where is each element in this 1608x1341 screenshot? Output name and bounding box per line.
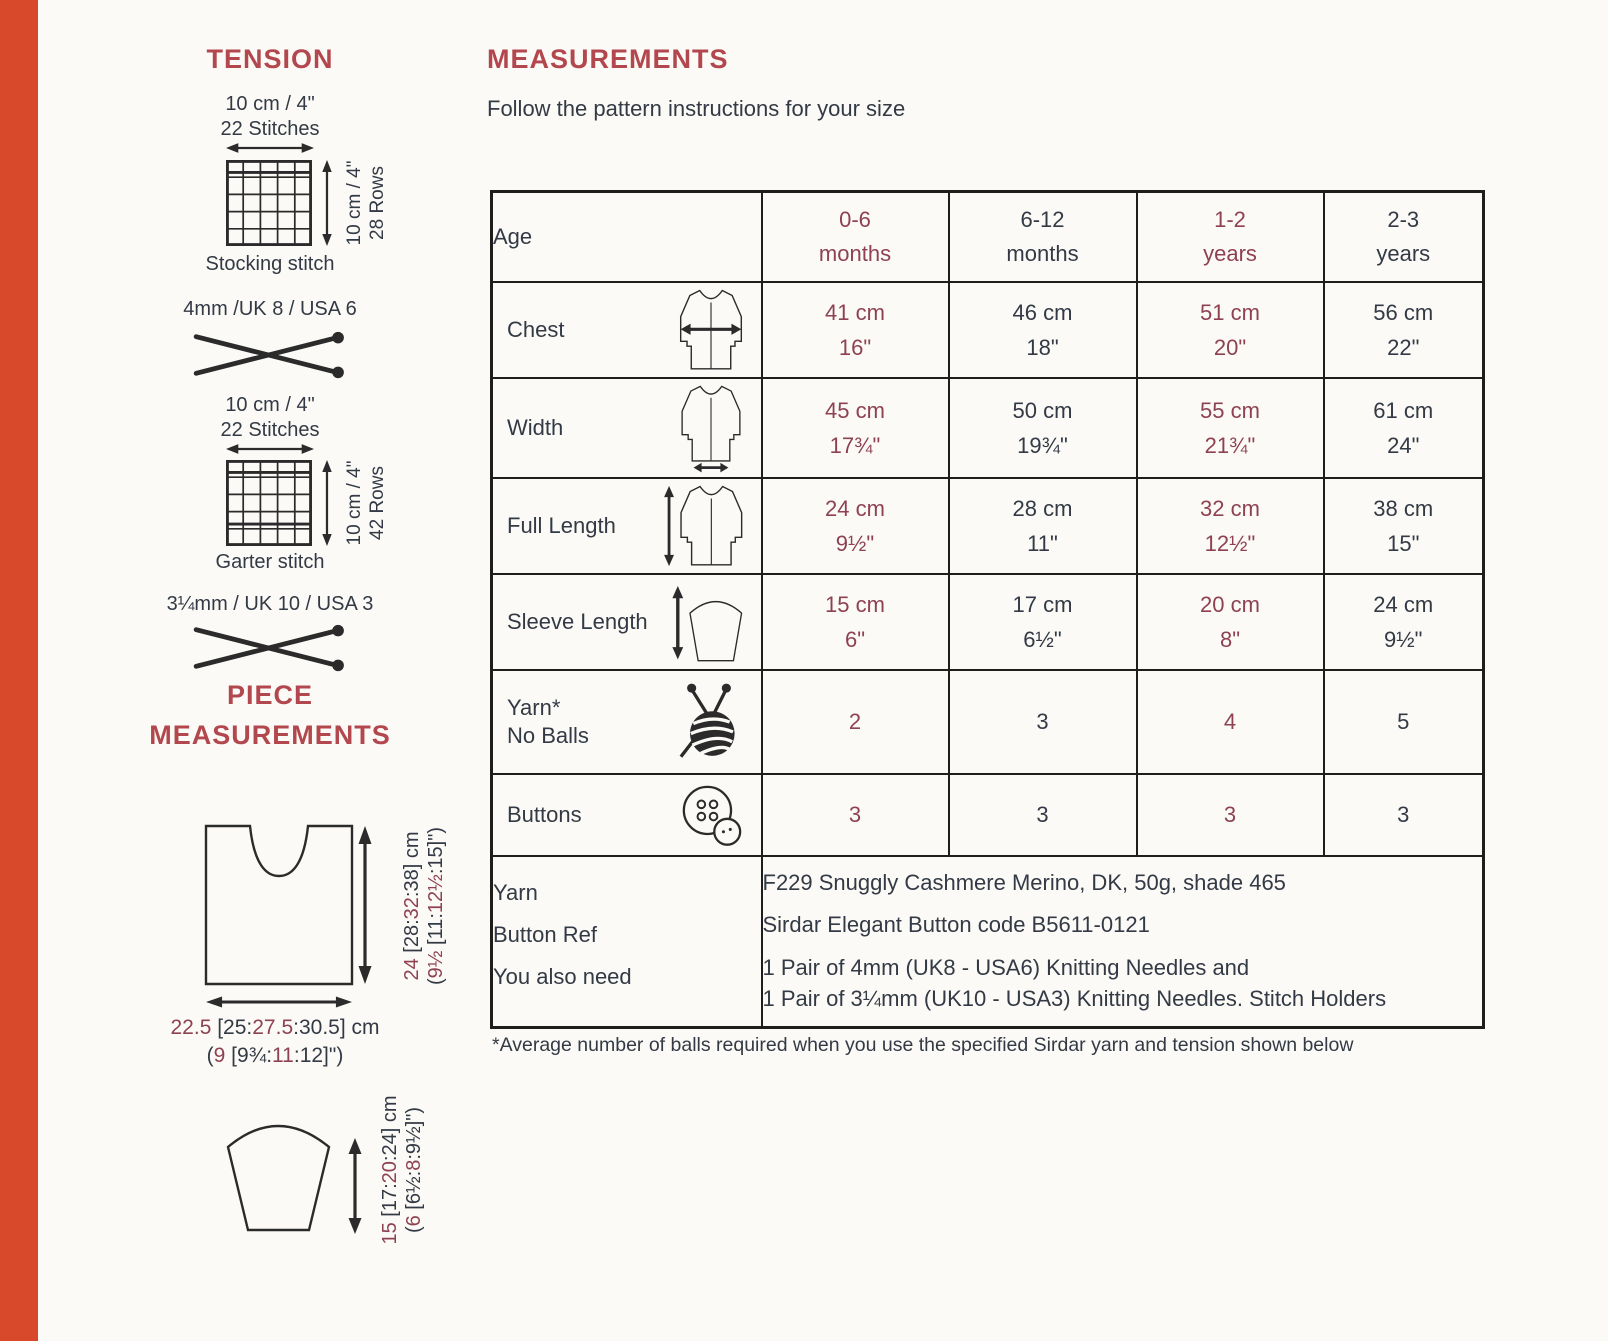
piece-measurements-heading-line2: MEASUREMENTS <box>149 720 391 750</box>
age-header-label: Age <box>493 223 533 249</box>
age-header-cell <box>492 192 762 282</box>
sleeve-height-cm: 15 [17:20:24] cm <box>378 1095 401 1245</box>
width-label: Width <box>507 414 564 440</box>
body-width-inches: (9 [9¾:11:12]") <box>206 1044 344 1067</box>
width-value-cell: 55 cm 21¾" <box>1137 378 1324 478</box>
cardigan-chest-width-icon <box>675 287 747 373</box>
col-header-1-2-years: 1-2 years <box>1137 192 1324 282</box>
buttons-label: Buttons <box>507 801 582 827</box>
yarn-footnote: *Average number of balls required when you use the specified Sirdar yarn and tension shown below <box>492 1034 1354 1056</box>
horizontal-dimension-arrow-icon <box>206 995 352 1009</box>
body-piece-outline-icon <box>204 824 354 986</box>
col-header-0-6-months: 0-6 months <box>762 192 949 282</box>
chest-value-cell: 56 cm 22" <box>1324 282 1484 378</box>
chest-row <box>492 282 1484 378</box>
tension-swatch-grid-icon <box>226 460 312 546</box>
width-value-cell: 50 cm 19¾" <box>949 378 1137 478</box>
swatch1-height-label: 10 cm / 4" <box>343 160 365 246</box>
body-width-cm: 22.5 [25:27.5:30.5] cm <box>170 1016 380 1039</box>
sleeve-length-label-cell <box>492 574 762 670</box>
full-length-label: Full Length <box>507 512 616 538</box>
chest-value-cell: 41 cm 16" <box>762 282 949 378</box>
materials-labels-cell <box>492 856 762 1028</box>
swatch2-width-label: 10 cm / 4" <box>225 394 315 416</box>
swatch2-height-label: 10 cm / 4" <box>343 460 365 546</box>
cardigan-full-length-icon <box>663 483 747 569</box>
yarn-info-label: Yarn <box>493 880 538 906</box>
sleeve-height-inches: (6 [6½:8:9½]") <box>402 1106 425 1234</box>
crossed-knitting-needles-icon <box>188 620 353 676</box>
buttons-icon <box>677 780 747 850</box>
tension-swatch-grid-icon <box>226 160 312 246</box>
chest-label-cell <box>492 282 762 378</box>
width-row <box>492 378 1484 478</box>
full-length-label-cell <box>492 478 762 574</box>
measurements-table <box>490 190 1485 1029</box>
vertical-dimension-arrow-icon <box>320 460 334 546</box>
buttons-value-cell: 3 <box>1137 774 1324 856</box>
yarn-balls-label-cell <box>492 670 762 774</box>
yarn-balls-row <box>492 670 1484 774</box>
button-ref-value: Sirdar Elegant Button code B5611-0121 <box>762 912 1150 938</box>
swatch2-caption: Garter stitch <box>215 551 325 573</box>
width-value-cell: 61 cm 24" <box>1324 378 1484 478</box>
swatch2-rows-label: 42 Rows <box>366 466 388 540</box>
buttons-label-cell <box>492 774 762 856</box>
yarn-balls-value-cell: 3 <box>949 670 1137 774</box>
sleeve-length-value-cell: 17 cm 6½" <box>949 574 1137 670</box>
width-label-cell <box>492 378 762 478</box>
sleeve-piece-outline-icon <box>216 1103 341 1233</box>
buttons-row <box>492 774 1484 856</box>
yarn-balls-value-cell: 4 <box>1137 670 1324 774</box>
swatch1-rows-label: 28 Rows <box>366 166 388 240</box>
yarn-balls-value-cell: 5 <box>1324 670 1484 774</box>
swatch1-stitches-label: 22 Stitches <box>220 118 320 140</box>
sleeve-length-label: Sleeve Length <box>507 608 648 634</box>
sleeve-length-icon <box>671 580 747 664</box>
swatch1-width-label: 10 cm / 4" <box>225 93 315 115</box>
full-length-value-cell: 24 cm 9½" <box>762 478 949 574</box>
tension-heading: TENSION <box>206 44 334 74</box>
swatch2-stitches-label: 22 Stitches <box>220 419 320 441</box>
cardigan-hem-width-icon <box>675 383 747 473</box>
buttons-value-cell: 3 <box>949 774 1137 856</box>
sleeve-length-value-cell: 15 cm 6" <box>762 574 949 670</box>
measurements-heading: MEASUREMENTS <box>487 44 729 74</box>
table-header-row <box>492 192 1484 282</box>
swatch1-caption: Stocking stitch <box>205 253 335 275</box>
needle-size-label: 4mm /UK 8 / USA 6 <box>183 298 357 320</box>
body-height-cm: 24 [28:32:38] cm <box>400 831 423 981</box>
full-length-row <box>492 478 1484 574</box>
chest-value-cell: 51 cm 20" <box>1137 282 1324 378</box>
body-piece-height-labels <box>397 756 451 1056</box>
page-edge-accent-bar <box>0 0 38 1341</box>
body-height-inches: (9½ [11:12½:15]") <box>424 827 447 985</box>
buttons-value-cell: 3 <box>762 774 949 856</box>
col-header-6-12-months: 6-12 months <box>949 192 1137 282</box>
you-also-need-value: 1 Pair of 4mm (UK8 - USA6) Knitting Needles and 1 Pair of 3¼mm (UK10 - USA3) Knitting Needles. Stitch Holders <box>762 955 1387 1012</box>
vertical-dimension-arrow-icon <box>320 160 334 246</box>
col-header-2-3-years: 2-3 years <box>1324 192 1484 282</box>
needle-size-label: 3¼mm / UK 10 / USA 3 <box>166 593 374 615</box>
sleeve-length-row <box>492 574 1484 670</box>
you-also-need-label: You also need <box>493 964 632 990</box>
yarn-ball-icon <box>671 679 747 765</box>
chest-value-cell: 46 cm 18" <box>949 282 1137 378</box>
piece-measurements-heading-line1: PIECE <box>226 680 314 710</box>
sleeve-length-value-cell: 20 cm 8" <box>1137 574 1324 670</box>
width-value-cell: 45 cm 17¾" <box>762 378 949 478</box>
yarn-balls-label: Yarn* No Balls <box>507 694 589 748</box>
full-length-value-cell: 38 cm 15" <box>1324 478 1484 574</box>
sleeve-length-value-cell: 24 cm 9½" <box>1324 574 1484 670</box>
materials-values-cell <box>762 856 1484 1028</box>
yarn-info-value: F229 Snuggly Cashmere Merino, DK, 50g, shade 465 <box>762 870 1286 896</box>
chest-label: Chest <box>507 316 565 342</box>
sleeve-piece-height-labels <box>375 1045 429 1295</box>
yarn-balls-value-cell: 2 <box>762 670 949 774</box>
full-length-value-cell: 32 cm 12½" <box>1137 478 1324 574</box>
full-length-value-cell: 28 cm 11" <box>949 478 1137 574</box>
button-ref-label: Button Ref <box>493 922 597 948</box>
buttons-value-cell: 3 <box>1324 774 1484 856</box>
vertical-dimension-arrow-icon <box>358 826 372 984</box>
horizontal-dimension-arrow-icon <box>226 442 314 456</box>
crossed-knitting-needles-icon <box>188 327 353 383</box>
vertical-dimension-arrow-icon <box>348 1138 362 1234</box>
horizontal-dimension-arrow-icon <box>226 141 314 155</box>
materials-info-row <box>492 856 1484 1028</box>
measurements-subtitle: Follow the pattern instructions for your size <box>487 96 906 121</box>
